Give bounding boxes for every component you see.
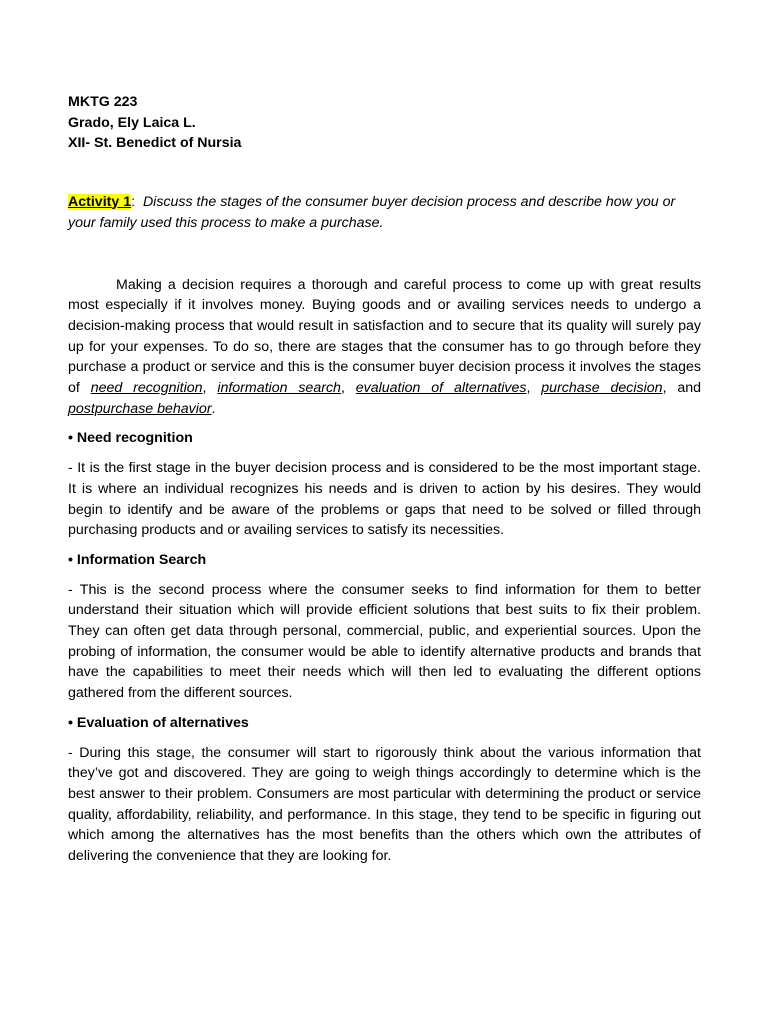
intro-sep: , [526,380,542,397]
section-body-information-search: - This is the second process where the consumer seeks to find information for them to better understand their situation which will provide efficient solutions that best suits to fix their problem. They can often get data through personal, commercial, public, and experiential sources. Upon the probing of information, the consumer would be able to identify alternative products and brands that have the capabilities to meet their needs which will then led to evaluating the different options gathered from the different sources. [68,581,701,702]
activity-question: Discuss the stages of the consumer buyer decision process and describe how you or your family used this process to make a purchase. [68,193,676,231]
activity-label: Activity 1 [68,193,132,210]
activity-separator: : [131,193,136,210]
intro-sep: , [340,380,356,397]
stage-need-recognition: need recognition [90,380,203,397]
section-heading-need-recognition: • Need recognition [68,430,193,447]
intro-paragraph [68,275,701,420]
stage-purchase-decision: purchase decision [541,380,663,397]
stage-evaluation-of-alternatives: evaluation of alternatives [355,380,527,397]
stage-information-search: information search [217,380,341,397]
intro-sep: , and [662,380,702,397]
document-page [68,92,701,867]
course-code: MKTG 223 [68,94,138,110]
section-heading-information-search: • Information Search [68,551,207,568]
intro-text: Making a decision requires a thorough and careful process to come up with great results most especially if it involves money. Buying goods and or availing services needs to undergo a decision-making process that would result in satisfaction and to secure that its quality will surely pay up for your expenses. To do so, there are stages that the consumer has to go through before they purchase a product or service and this is the consumer buyer decision process it involves the stages of [68,276,701,397]
intro-end: . [211,400,216,417]
stage-postpurchase-behavior: postpurchase behavior [68,400,212,417]
intro-sep: , [202,380,218,397]
student-name: Grado, Ely Laica L. [68,114,196,131]
section-body-need-recognition: - It is the first stage in the buyer decision process and is considered to be the most important stage. It is where an individual recognizes his needs and is driven to action by his desires. They would begin to identify and be aware of the problems or gaps that need to be solved or filled through purchasing products and or availing services to satisfy its necessities. [68,460,701,539]
class-section: XII- St. Benedict of Nursia [68,135,242,151]
section-heading-evaluation-of-alternatives: • Evaluation of alternatives [68,714,249,731]
activity-prompt-block [68,192,701,234]
section-body-evaluation-of-alternatives: - During this stage, the consumer will start to rigorously think about the various information that they’ve got and discovered. They are going to weigh things accordingly to determine which is the best answer to their problem. Consumers are most particular with determining the product or service quality, affordability, reliability, and performance. In this stage, they tend to be specific in figuring out which among the alternatives has the most benefits than the others which own the attributes of delivering the convenience that they are looking for. [68,744,701,865]
